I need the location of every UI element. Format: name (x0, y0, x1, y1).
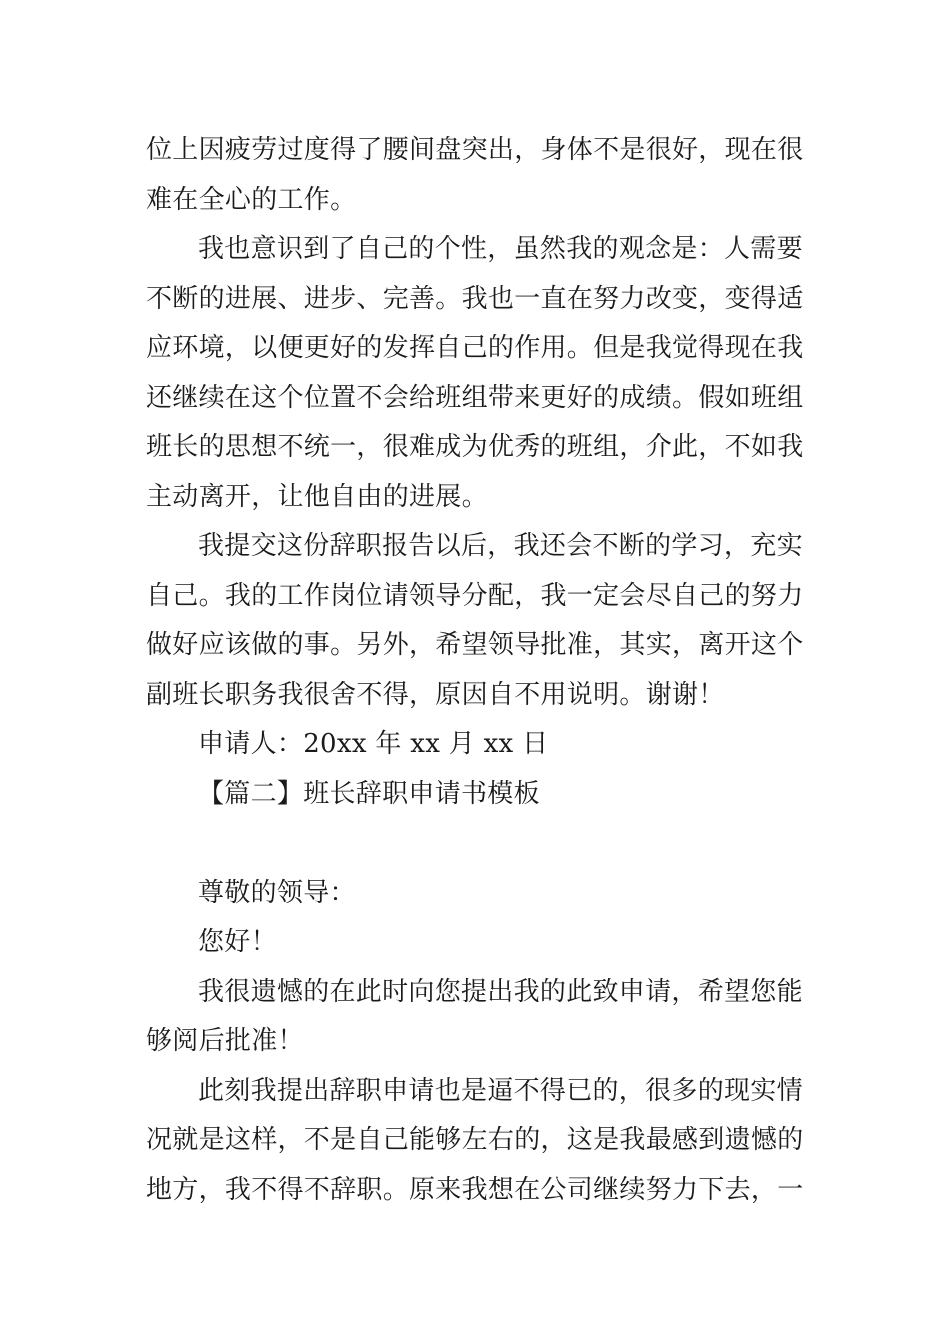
text-line: 您好！ (198, 927, 277, 957)
text-line: 班长的思想不统一，很难成为优秀的班组，介此，不如我 (146, 432, 804, 462)
salutation (146, 869, 806, 919)
greeting (146, 918, 806, 968)
text-line: 位上因疲劳过度得了腰间盘突出，身体不是很好，现在很 (146, 135, 804, 165)
text-line: 我提交这份辞职报告以后，我还会不断的学习，充实 (198, 531, 803, 561)
paragraph-request (146, 968, 806, 1067)
text-line: 不断的进展、进步、完善。我也一直在努力改变，变得适 (146, 283, 804, 314)
text-line: 还继续在这个位置不会给班组带来更好的成绩。假如班组 (146, 382, 804, 413)
text-line: 地方，我不得不辞职。原来我想在公司继续努力下去，一 (146, 1174, 804, 1205)
applicant-signature-line (146, 720, 806, 770)
text-line: 此刻我提出辞职申请也是逼不得已的，很多的现实情 (198, 1075, 803, 1106)
text-line: 况就是这样，不是自己能够左右的，这是我最感到遗憾的 (146, 1125, 804, 1155)
text-line: 难在全心的工作。 (146, 184, 357, 215)
text-line: 主动离开，让他自由的进展。 (146, 481, 488, 512)
paragraph-health-reason (146, 126, 806, 225)
blank-line (146, 819, 806, 869)
text-line: 自己。我的工作岗位请领导分配，我一定会尽自己的努力 (146, 580, 804, 611)
text-line: 副班长职务我很舍不得，原因自不用说明。谢谢！ (146, 679, 725, 710)
section-heading-part-two (146, 770, 806, 820)
paragraph-reason (146, 1067, 806, 1216)
text-line: 尊敬的领导： (198, 877, 356, 908)
document-body (146, 126, 806, 1215)
text-line: 【篇二】班长辞职申请书模板 (198, 778, 540, 809)
text-line: 申请人：20xx 年 xx 月 xx 日 (198, 729, 549, 759)
text-line: 应环境，以便更好的发挥自己的作用。但是我觉得现在我 (146, 333, 804, 363)
text-line: 我也意识到了自己的个性，虽然我的观念是：人需要 (198, 234, 803, 264)
text-line: 够阅后批准！ (146, 1026, 304, 1056)
text-line: 我很遗憾的在此时向您提出我的此致申请，希望您能 (198, 976, 803, 1007)
text-line: 做好应该做的事。另外，希望领导批准，其实，离开这个 (146, 630, 804, 660)
paragraph-personality (146, 225, 806, 522)
paragraph-after-submission (146, 522, 806, 720)
